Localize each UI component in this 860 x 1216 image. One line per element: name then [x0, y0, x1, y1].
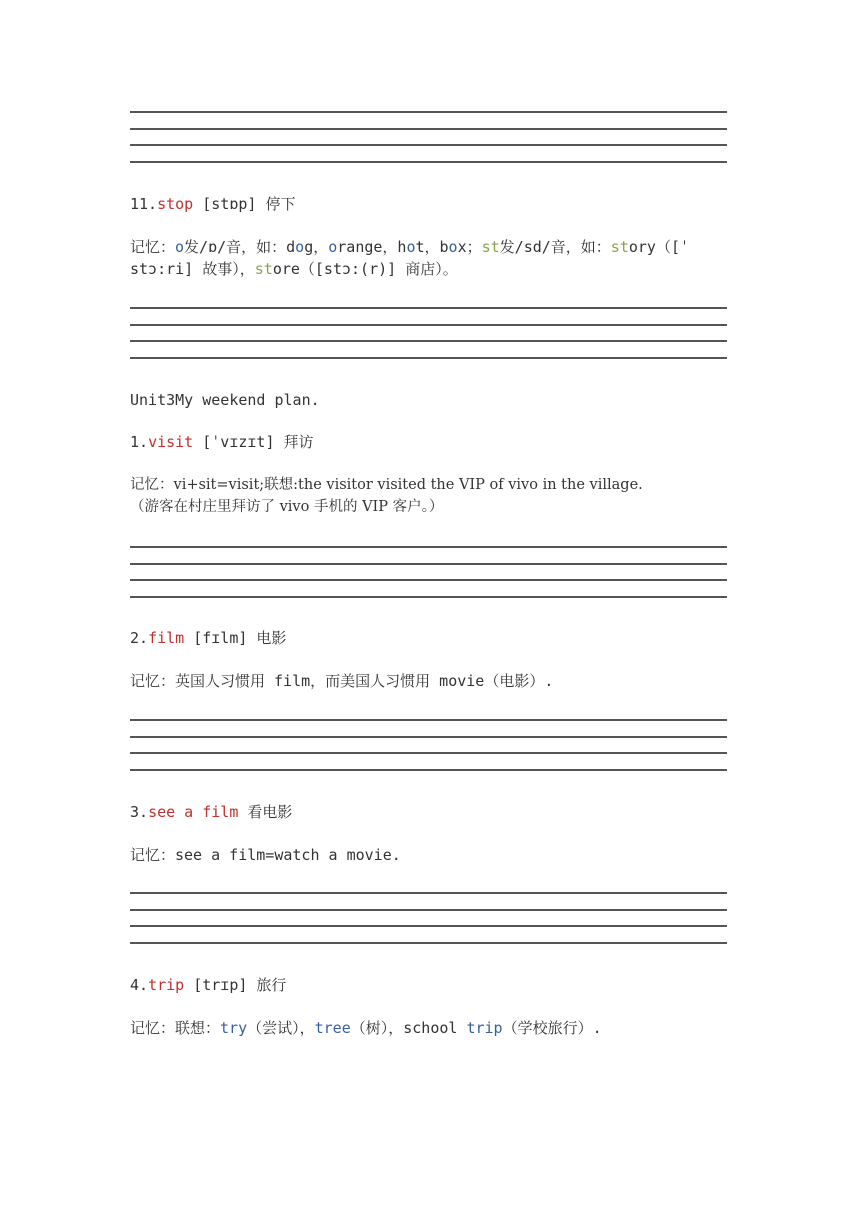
writing-lines [130, 719, 727, 771]
vocab-heading-stop [130, 194, 295, 214]
writing-lines [130, 307, 727, 359]
memo-line: stɔ:ri] 故事），store（[stɔ:(r)] 商店）。 [130, 260, 458, 278]
writing-line [130, 925, 727, 927]
writing-line [130, 579, 727, 581]
vocab-word: film [148, 629, 185, 647]
phonetic-meaning: [ˈvɪzɪt] 拜访 [193, 433, 314, 451]
writing-line [130, 144, 727, 146]
writing-lines [130, 546, 727, 598]
writing-line [130, 111, 727, 113]
writing-line [130, 563, 727, 565]
memo-line: （游客在村庄里拜访了 vivo 手机的 VIP 客户。） [130, 499, 444, 515]
item-number: 3. [130, 803, 149, 821]
phonetic-meaning: [fɪlm] 电影 [184, 629, 287, 647]
writing-line [130, 752, 727, 754]
vocab-word: stop [157, 195, 194, 213]
item-number: 4. [130, 976, 149, 994]
memo-line: 记忆：vi+sit=visit;联想:the visitor visited the VIP of vivo in the village. [130, 477, 643, 493]
writing-line [130, 736, 727, 738]
writing-line [130, 719, 727, 721]
writing-line [130, 769, 727, 771]
vocab-heading-film [130, 628, 286, 648]
writing-line [130, 307, 727, 309]
memo-line: 记忆：联想：try（尝试），tree（树），school trip（学校旅行）. [130, 1019, 602, 1037]
phonetic-meaning: 看电影 [238, 803, 293, 821]
writing-line [130, 546, 727, 548]
memo-line: 记忆：英国人习惯用 film，而美国人习惯用 movie（电影）. [130, 672, 554, 690]
writing-line [130, 161, 727, 163]
item-number: 1. [130, 433, 149, 451]
writing-line [130, 340, 727, 342]
writing-line [130, 324, 727, 326]
memo-line: 记忆：see a film=watch a movie. [130, 846, 401, 864]
item-number: 2. [130, 629, 149, 647]
memo-line: 记忆：o发/ɒ/音，如：dog，orange，hot，box；st发/sd/音，如：story（[ˈ [130, 238, 690, 256]
item-number: 11. [130, 195, 158, 213]
writing-line [130, 909, 727, 911]
vocab-word: see a film [148, 803, 239, 821]
phonetic-meaning: [stɒp] 停下 [193, 195, 296, 213]
vocab-heading-trip [130, 975, 286, 995]
vocab-heading-see-a-film [130, 802, 292, 822]
writing-lines [130, 892, 727, 944]
writing-line [130, 892, 727, 894]
writing-line [130, 357, 727, 359]
vocab-heading-visit [130, 432, 314, 452]
vocab-word: trip [148, 976, 185, 994]
writing-lines [130, 111, 727, 163]
unit-title: Unit3My weekend plan. [130, 391, 320, 409]
writing-line [130, 596, 727, 598]
vocab-word: visit [148, 433, 194, 451]
writing-line [130, 942, 727, 944]
phonetic-meaning: [trɪp] 旅行 [184, 976, 287, 994]
writing-line [130, 128, 727, 130]
